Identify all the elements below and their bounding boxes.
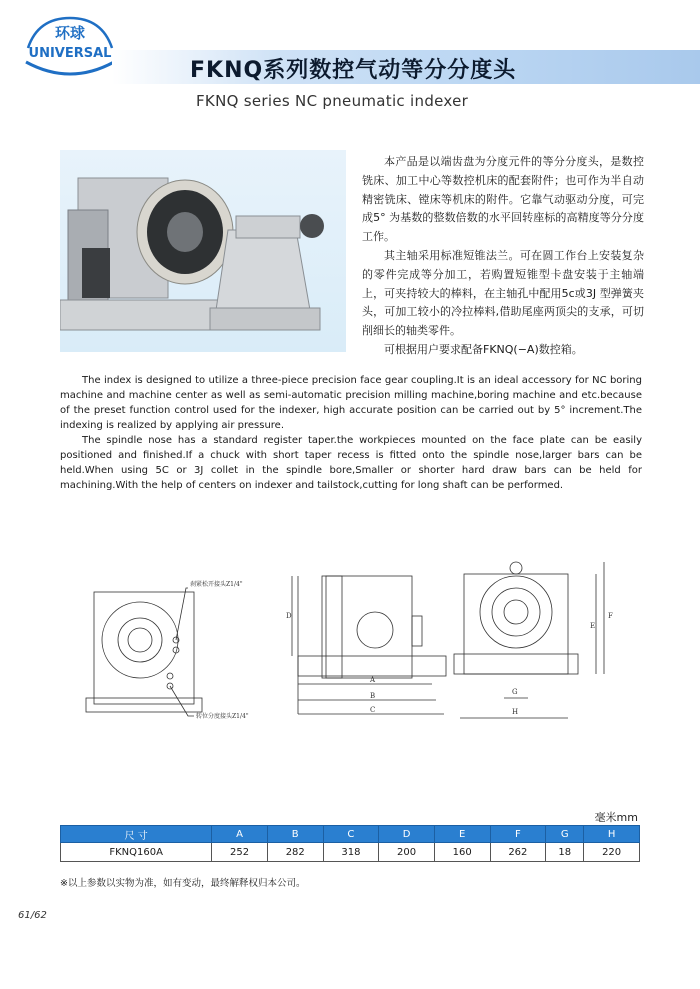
table-header-row	[61, 826, 640, 843]
table-cell: FKNQ160A	[61, 843, 212, 862]
header-cell: C	[323, 826, 379, 843]
header-cell: B	[267, 826, 323, 843]
header-cell: E	[434, 826, 490, 843]
header-cell: D	[379, 826, 435, 843]
dim-label-d: D	[286, 612, 292, 620]
footnote: ※以上参数以实物为准，如有变动，最终解释权归本公司。	[60, 878, 306, 889]
page-title-en: FKNQ series NC pneumatic indexer	[196, 92, 469, 110]
dim-label-c: C	[370, 706, 376, 714]
svg-text:环球: 环球	[54, 24, 86, 42]
svg-text:UNIVERSAL: UNIVERSAL	[28, 46, 112, 61]
table-cell: 318	[323, 843, 379, 862]
table-cell: 262	[490, 843, 546, 862]
dim-label-h: H	[512, 708, 519, 716]
en-paragraph: The index is designed to utilize a three-piece precision face gear coupling.It is an ideal accessory for NC boring machine and machine center as well as semi-automatic precision milling machine,boring machine and etc.because of the preset function control used for the indexer, high accurate position can be carried out by 5° increment.The indexing is realized by applying air pressure.	[60, 375, 642, 431]
table-row	[61, 843, 640, 862]
header-cell: G	[546, 826, 584, 843]
dim-label-f: F	[608, 612, 613, 620]
page-number: 61/62	[18, 910, 47, 921]
spec-table	[60, 825, 640, 862]
page-title-cn: FKNQ系列数控气动等分分度头	[190, 58, 517, 83]
dim-label-g: G	[512, 688, 518, 696]
dim-label-a: A	[370, 676, 376, 684]
header-cell: H	[584, 826, 640, 843]
header-cell: F	[490, 826, 546, 843]
brand-logo	[18, 14, 122, 76]
table-cell: 160	[434, 843, 490, 862]
table-cell: 282	[267, 843, 323, 862]
table-cell: 18	[546, 843, 584, 862]
dim-label-e: E	[590, 622, 596, 630]
cn-paragraph: 本产品是以端齿盘为分度元件的等分分度头，是数控铣床、加工中心等数控机床的配套附件；也可作为半自动精密铣床、镗床等机床的附件。它靠气动驱动分度，可完成5° 为基数的整数倍数的水平回转座标的高精度等分分度工作。	[362, 155, 644, 244]
cn-paragraph: 可根据用户要求配备FKNQ(−A)数控箱。	[384, 342, 583, 356]
en-description	[60, 373, 642, 493]
en-paragraph: The spindle nose has a standard register taper.the workpieces mounted on the face plate can be easily positioned and finished.If a chuck with short taper recess is fitted onto the spindle nose,larger bars can be held.When using 5C or 3J collet in the spindle bore,Smaller or shorter hard draw bars can be held for machining.With the help of centers on indexer and tailstock,cutting for long shaft can be performed.	[60, 435, 642, 491]
header-cell: 尺 寸	[61, 826, 212, 843]
table-cell: 200	[379, 843, 435, 862]
header-cell: A	[212, 826, 268, 843]
unit-label: 毫米mm	[594, 811, 638, 824]
pneumatic-clamp-note: 刹紧松开接头Z1/4"	[190, 581, 243, 588]
indexing-connector-note: 转位分度接头Z1/4"	[196, 713, 249, 720]
product-photo	[60, 150, 346, 352]
cn-description	[362, 153, 644, 360]
table-cell: 220	[584, 843, 640, 862]
technical-drawing	[60, 548, 660, 748]
table-cell: 252	[212, 843, 268, 862]
dim-label-b: B	[370, 692, 376, 700]
cn-paragraph: 其主轴采用标准短锥法兰。可在圆工作台上安装复杂的零件完成等分加工，若购置短锥型卡盘安装于主轴端上，可夹持较大的棒料，在主轴孔中配用5c或3J 型弹簧夹头，可加工较小的冷拉棒料,借助尾座两顶尖的支承，可切削细长的轴类零件。	[362, 248, 644, 338]
